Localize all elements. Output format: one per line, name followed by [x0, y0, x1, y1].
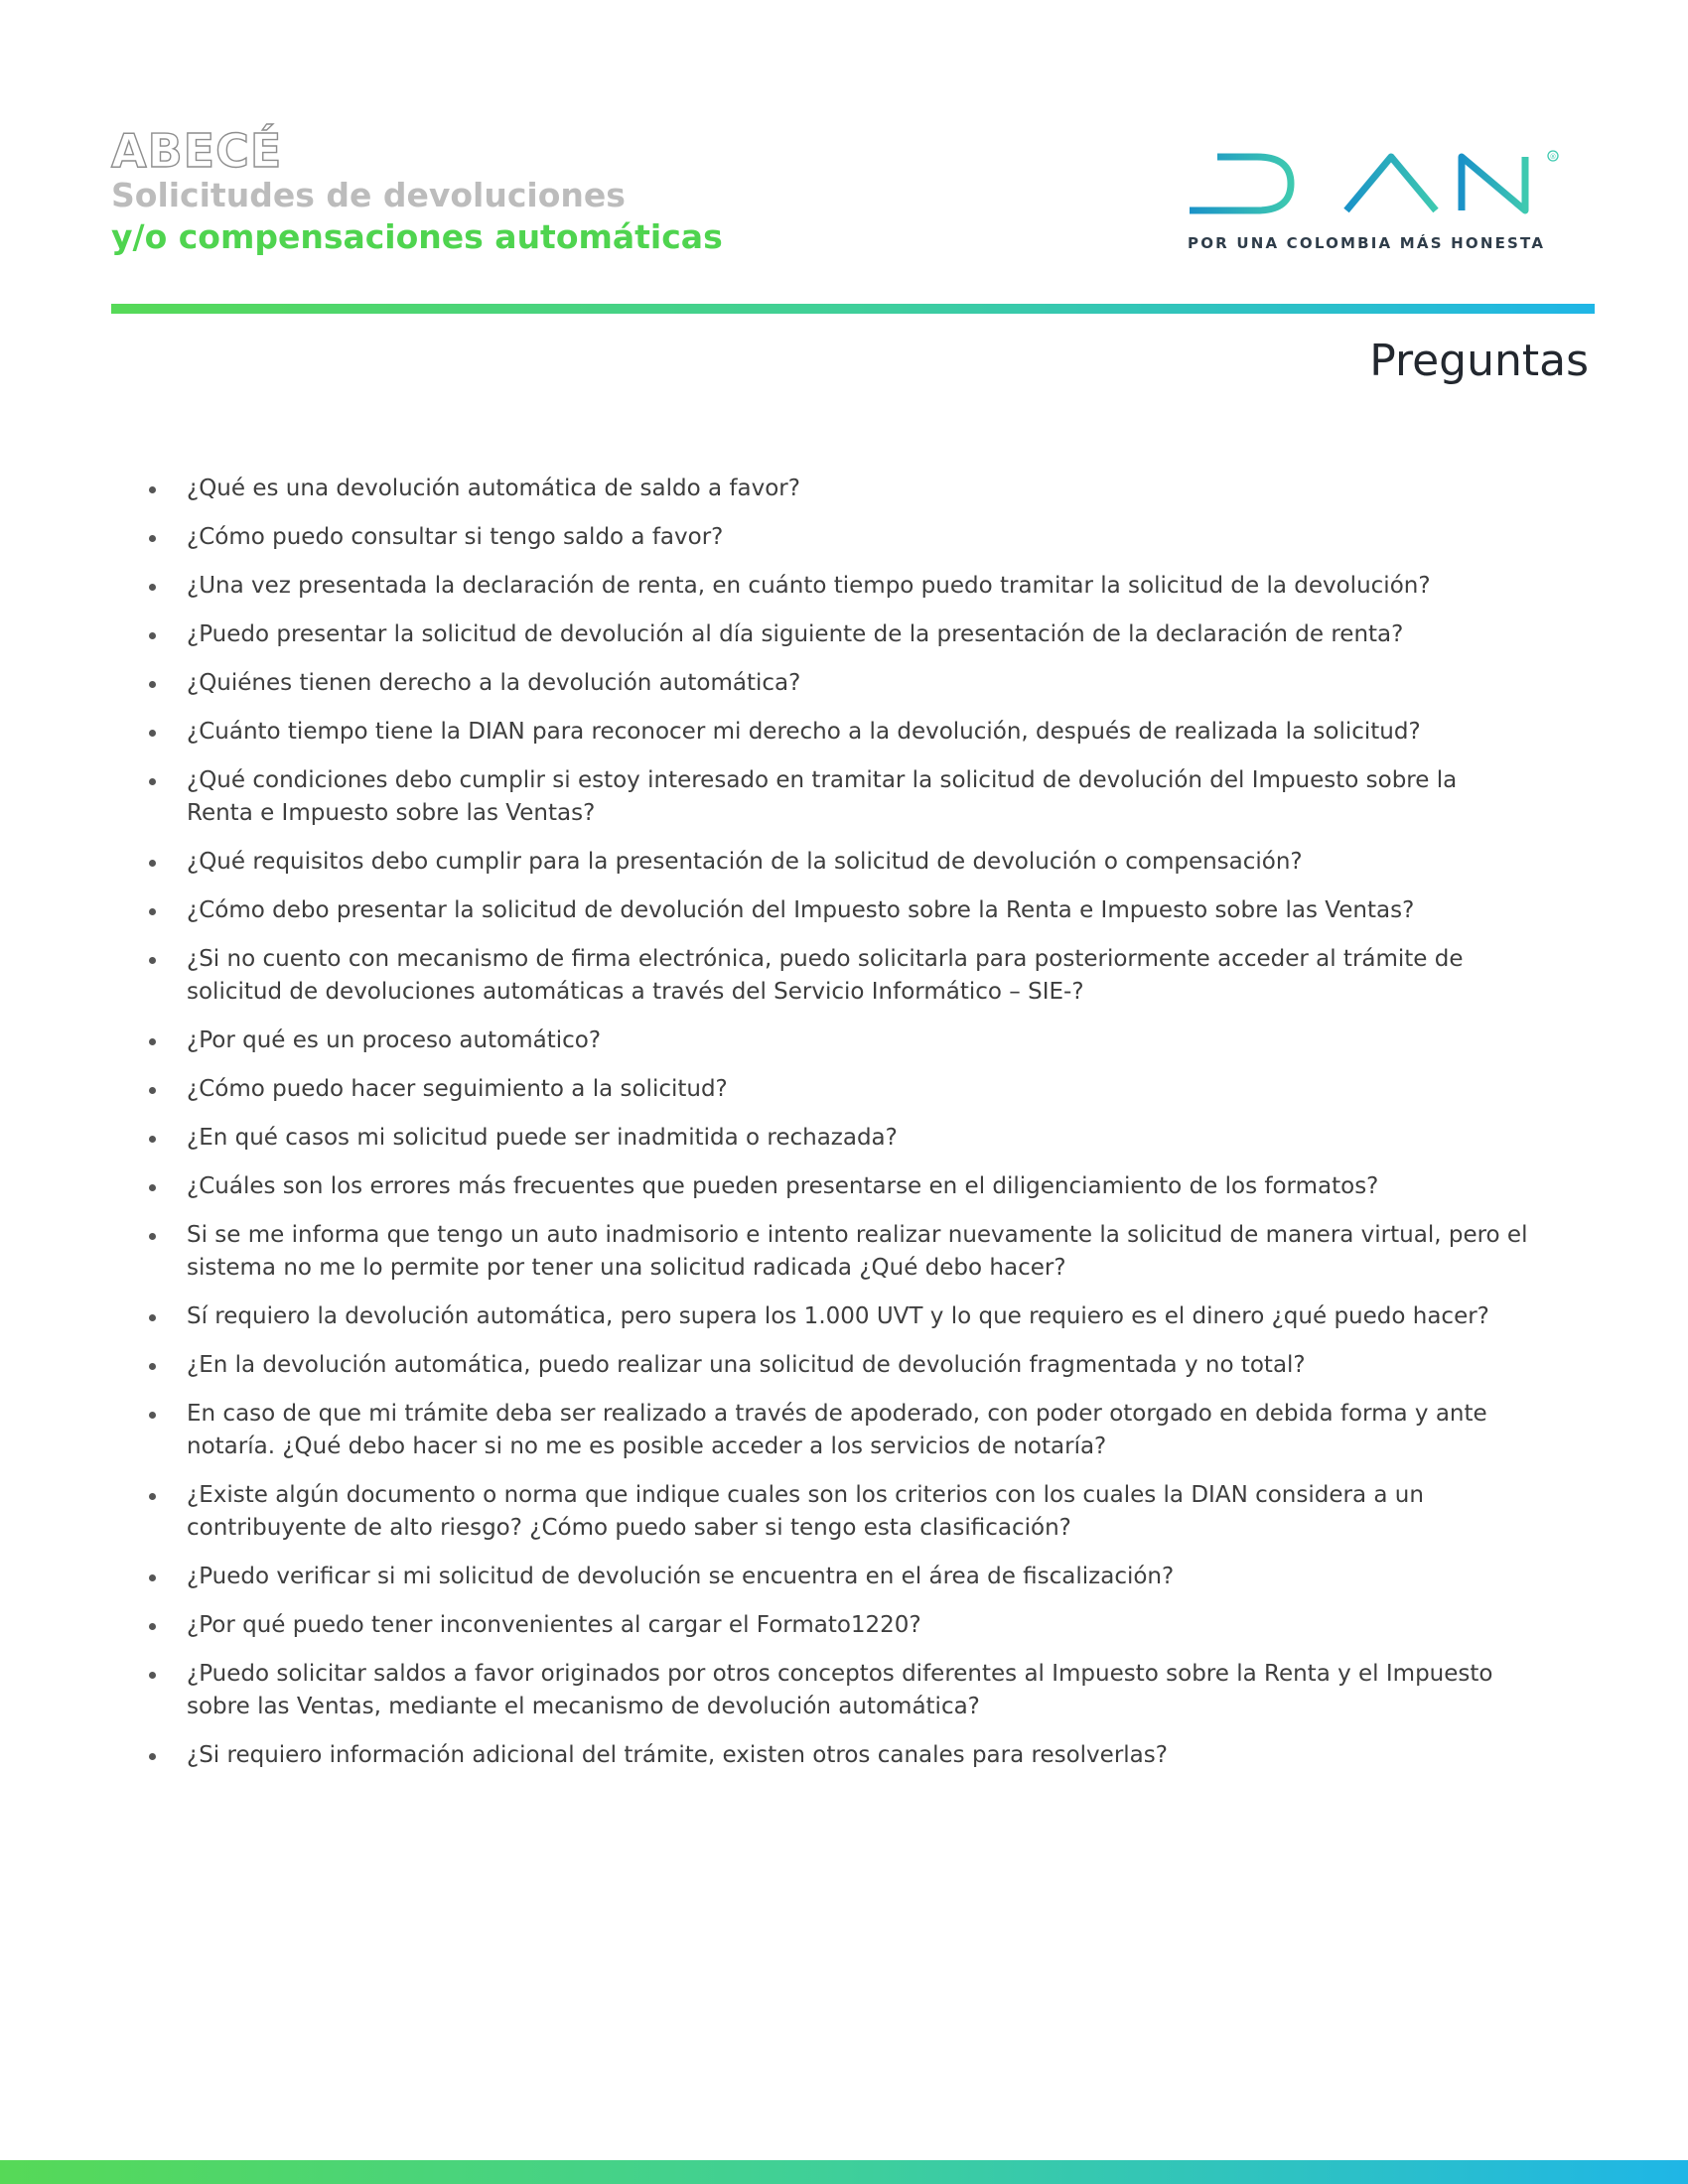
question-text: ¿Por qué es un proceso automático?	[187, 1027, 602, 1053]
question-text: ¿En qué casos mi solicitud puede ser inadmitida o rechazada?	[187, 1125, 898, 1151]
bullet-icon	[149, 1493, 156, 1500]
bullet-icon	[149, 1184, 156, 1191]
question-text: ¿Cuánto tiempo tiene la DIAN para reconocer mi derecho a la devolución, después de realizada la solicitud?	[187, 719, 1421, 745]
abece-title: ABECÉ	[111, 124, 283, 178]
header-titles	[111, 124, 723, 258]
question-item	[149, 1300, 1529, 1333]
footer-bar	[0, 2160, 1688, 2184]
bullet-icon	[149, 778, 156, 785]
header-divider	[111, 304, 1595, 314]
subtitle-line-2: y/o compensaciones automáticas	[111, 217, 723, 256]
question-text: Sí requiero la devolución automática, pero supera los 1.000 UVT y lo que requiero es el dinero ¿qué puedo hacer?	[187, 1303, 1489, 1329]
question-text: ¿Qué requisitos debo cumplir para la presentación de la solicitud de devolución o compensación?	[187, 849, 1303, 875]
question-item	[149, 521, 1529, 554]
section-title: Preguntas	[1369, 336, 1589, 386]
question-text: ¿Puedo presentar la solicitud de devolución al día siguiente de la presentación de la declaración de renta?	[187, 621, 1404, 647]
bullet-icon	[149, 1233, 156, 1240]
question-item	[149, 1739, 1529, 1772]
bullet-icon	[149, 1574, 156, 1581]
question-item	[149, 1398, 1529, 1463]
question-text: ¿Qué condiciones debo cumplir si estoy interesado en tramitar la solicitud de devolución del Impuesto sobre la Renta e Impuesto sobre las Ventas?	[187, 767, 1458, 826]
bullet-icon	[149, 1753, 156, 1760]
dian-logo	[1188, 149, 1565, 258]
question-item	[149, 1479, 1529, 1545]
question-item	[149, 1349, 1529, 1382]
question-item	[149, 1658, 1529, 1723]
question-text: ¿En la devolución automática, puedo realizar una solicitud de devolución fragmentada y no total?	[187, 1352, 1306, 1378]
question-text: ¿Puedo solicitar saldos a favor originados por otros conceptos diferentes al Impuesto sobre la Renta y el Impuesto sobre las Ventas, mediante el mecanismo de devolución automática?	[187, 1661, 1493, 1719]
question-text: ¿Cómo debo presentar la solicitud de devolución del Impuesto sobre la Renta e Impuesto sobre las Ventas?	[187, 897, 1415, 923]
question-item	[149, 1122, 1529, 1155]
bullet-icon	[149, 681, 156, 688]
dian-logo-mark	[1188, 149, 1565, 228]
bullet-icon	[149, 1038, 156, 1045]
logo-tagline: POR UNA COLOMBIA MÁS HONESTA	[1188, 234, 1546, 252]
question-text: ¿Cómo puedo hacer seguimiento a la solicitud?	[187, 1076, 728, 1102]
bullet-icon	[149, 584, 156, 591]
question-text: ¿Puedo verificar si mi solicitud de devolución se encuentra en el área de fiscalización?	[187, 1564, 1175, 1589]
question-text: ¿Por qué puedo tener inconvenientes al cargar el Formato1220?	[187, 1612, 921, 1638]
question-item	[149, 667, 1529, 700]
bullet-icon	[149, 908, 156, 915]
question-item	[149, 1609, 1529, 1642]
bullet-icon	[149, 632, 156, 639]
question-text: En caso de que mi trámite deba ser realizado a través de apoderado, con poder otorgado en debida forma y ante notaría. ¿Qué debo hacer si no me es posible acceder a los servicios de notaría?	[187, 1401, 1487, 1459]
bullet-icon	[149, 1363, 156, 1370]
question-text: ¿Quiénes tienen derecho a la devolución automática?	[187, 670, 801, 696]
bullet-icon	[149, 535, 156, 542]
question-text: ¿Cuáles son los errores más frecuentes que pueden presentarse en el diligenciamiento de los formatos?	[187, 1173, 1379, 1199]
bullet-icon	[149, 860, 156, 867]
question-item	[149, 1219, 1529, 1285]
question-item	[149, 1024, 1529, 1057]
bullet-icon	[149, 1136, 156, 1143]
question-item	[149, 1073, 1529, 1106]
question-text: Si se me informa que tengo un auto inadmisorio e intento realizar nuevamente la solicitud de manera virtual, pero el sistema no me lo permite por tener una solicitud radicada ¿Qué debo hacer?	[187, 1222, 1528, 1281]
question-item	[149, 473, 1529, 505]
question-item	[149, 570, 1529, 603]
subtitle-line-1: Solicitudes de devoluciones	[111, 176, 626, 214]
question-item	[149, 716, 1529, 749]
bullet-icon	[149, 1087, 156, 1094]
question-item	[149, 618, 1529, 651]
bullet-icon	[149, 957, 156, 964]
question-item	[149, 764, 1529, 830]
bullet-icon	[149, 1412, 156, 1419]
question-item	[149, 1170, 1529, 1203]
question-text: ¿Una vez presentada la declaración de renta, en cuánto tiempo puedo tramitar la solicitud de la devolución?	[187, 573, 1431, 599]
question-text: ¿Existe algún documento o norma que indique cuales son los criterios con los cuales la DIAN considera a un contribuyente de alto riesgo? ¿Cómo puedo saber si tengo esta clasificación?	[187, 1482, 1424, 1541]
question-item	[149, 846, 1529, 879]
question-list	[149, 473, 1529, 1788]
bullet-icon	[149, 730, 156, 737]
question-item	[149, 1561, 1529, 1593]
question-text: ¿Qué es una devolución automática de saldo a favor?	[187, 476, 800, 501]
bullet-icon	[149, 1672, 156, 1679]
bullet-icon	[149, 1623, 156, 1630]
question-text: ¿Cómo puedo consultar si tengo saldo a favor?	[187, 524, 724, 550]
bullet-icon	[149, 486, 156, 493]
question-text: ¿Si no cuento con mecanismo de firma electrónica, puedo solicitarla para posteriormente acceder al trámite de solicitud de devoluciones automáticas a través del Servicio Informático – SIE-?	[187, 946, 1464, 1005]
question-item	[149, 943, 1529, 1009]
question-item	[149, 894, 1529, 927]
question-text: ¿Si requiero información adicional del trámite, existen otros canales para resolverlas?	[187, 1742, 1168, 1768]
bullet-icon	[149, 1314, 156, 1321]
svg-text:®: ®	[1549, 153, 1557, 161]
